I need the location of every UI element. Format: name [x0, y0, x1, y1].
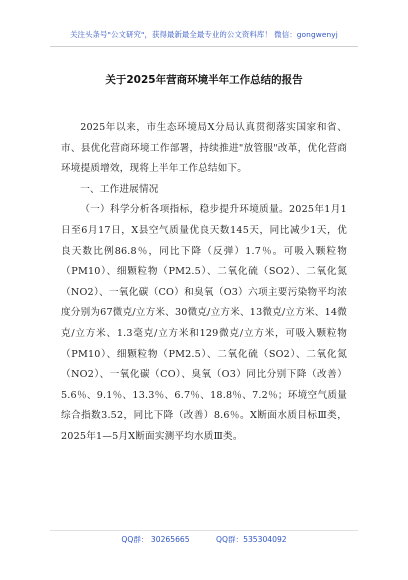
section-heading: 一、工作进展情况 [80, 183, 159, 195]
footer-qq-group-2: QQ群：535304092 [216, 535, 287, 544]
footer [0, 534, 408, 545]
intro-paragraph: 2025年以来，市生态环境局X分局认真贯彻落实国家和省、市、县优化营商环境工作部署，持续推进"放管服"改革，优化营商环境提质增效，现将上半年工作总结如下。 [61, 122, 347, 175]
header-divider [50, 46, 358, 47]
header-banner[interactable]: 关注头条号"公文研究"，获得最新最全最专业的公文资料库！ 微信：gongwenyj [70, 30, 338, 39]
body-paragraph: （一）科学分析各项指标，稳步提升环境质量。2025年1月1日至6月17日，X县空气质量优良天数145天，同比减少1天，优良天数比例86.8％，同比下降（反弹）1.7％。可吸入颗粒物（PM10）、细颗粒物（PM2.5）、二氧化硫（SO2）、二氧化氮（NO2）、一氧化碳（CO）和臭氧（O3）六项主要污染物平均浓度分别为67微克/立方米、30微克/立方米、13微克/立方米、14微克/立方米、1.3毫克/立方米和129微克/立方米，可吸入颗粒物（PM10）、细颗粒物（PM2.5）、二氧化硫（SO2）、二氧化氮（NO2）、一氧化碳（CO）、臭氧（O3）同比分别下降（改善）5.6％、9.1％、13.3％、6.7％、18.8％、7.2％；环境空气质量综合指数3.52，同比下降（改善）8.6％。X断面水质目标Ⅲ类，2025年1—5月X断面实测平均水质Ⅲ类。 [61, 204, 347, 442]
footer-divider [50, 530, 358, 531]
footer-qq-group-1: QQ群： 30265665 [121, 535, 190, 544]
document-title: 关于2025年营商环境半年工作总结的报告 [105, 74, 303, 86]
document-body [61, 118, 347, 448]
